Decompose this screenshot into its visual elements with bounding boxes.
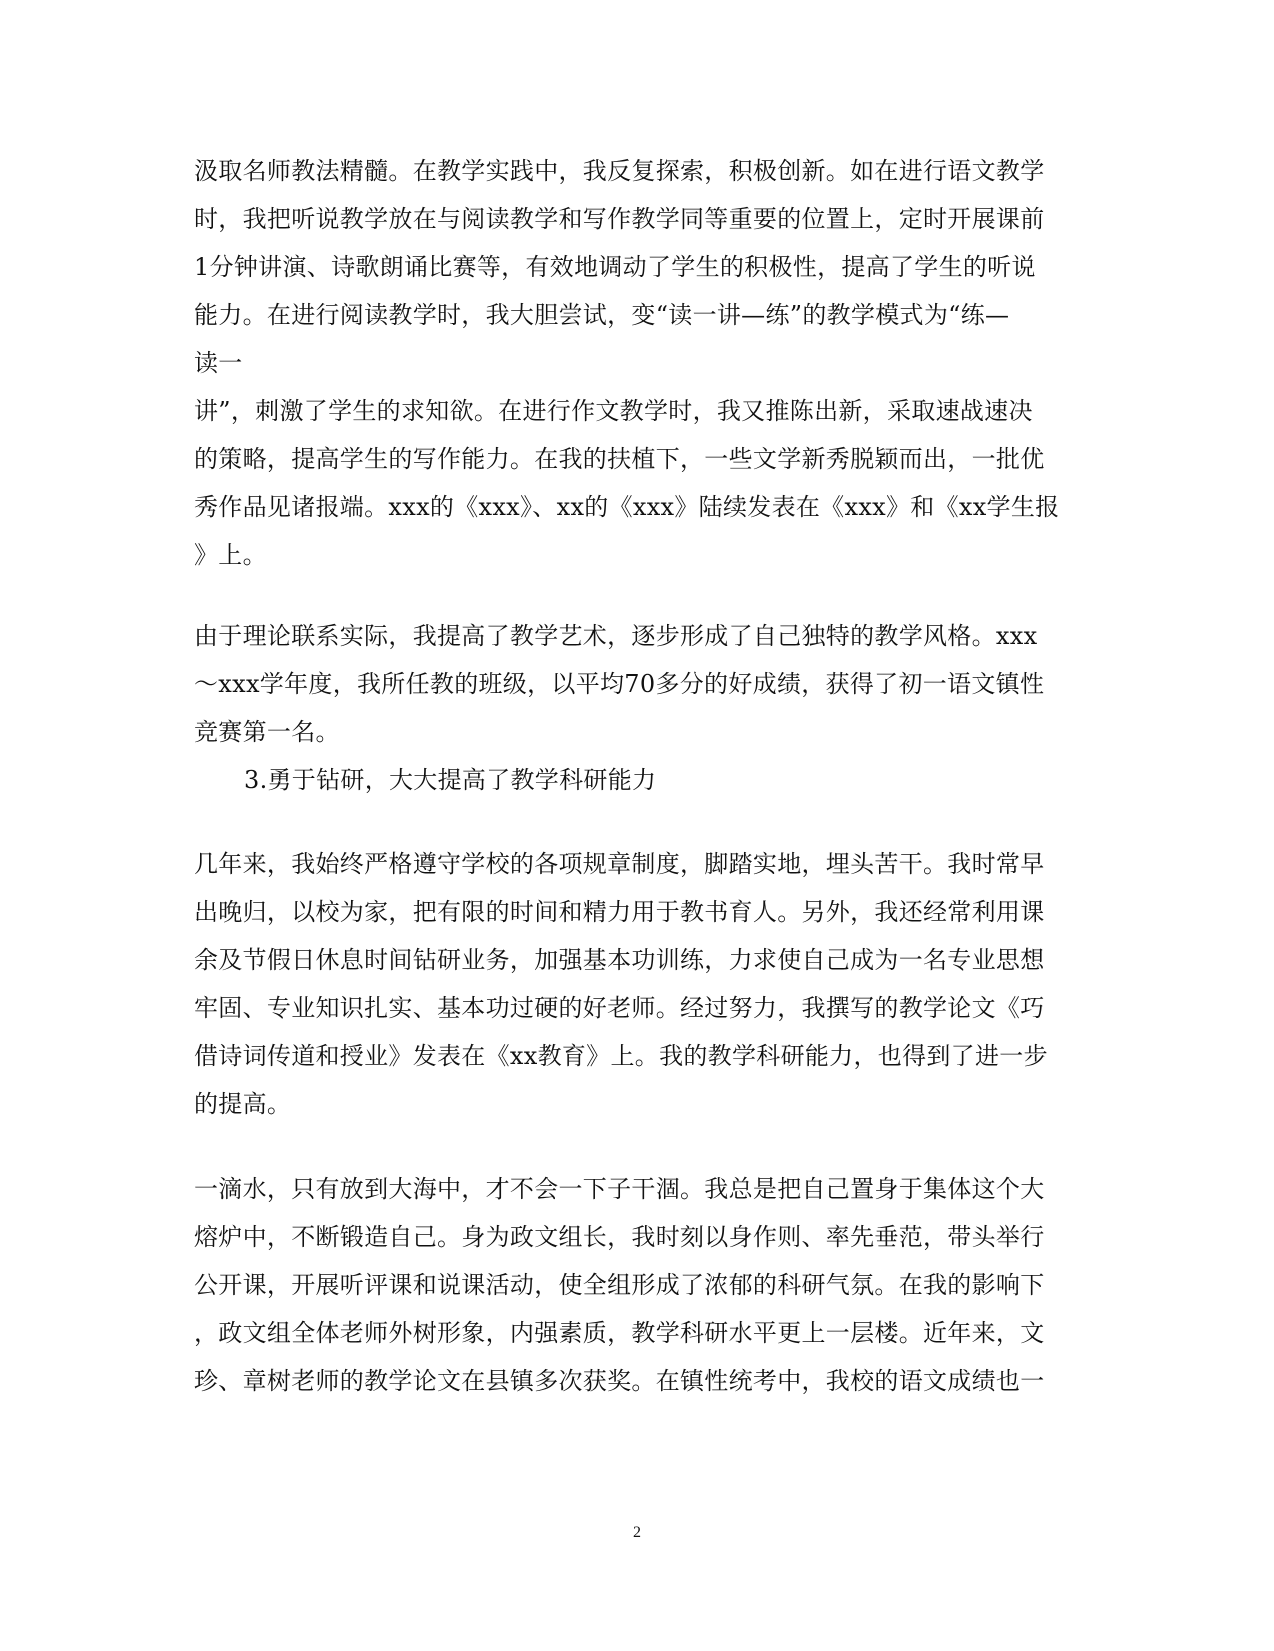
text-line: 由于理论联系实际，我提高了教学艺术，逐步形成了自己独特的教学风格。xxx [194, 622, 1038, 650]
section-heading: 3.勇于钻研，大大提高了教学科研能力 [244, 766, 657, 794]
text-line: 的提高。 [194, 1090, 292, 1118]
text-line: 牢固、专业知识扎实、基本功过硬的好老师。经过努力，我撰写的教学论文《巧 [194, 994, 1045, 1022]
paragraph-3 [194, 840, 1074, 1128]
page-number: 2 [633, 1524, 641, 1541]
text-line: 一滴水，只有放到大海中，才不会一下子干涸。我总是把自己置身于集体这个大 [194, 1175, 1045, 1203]
text-line: 讲”，刺激了学生的求知欲。在进行作文教学时，我又推陈出新，采取速战速决 [194, 397, 1033, 425]
paragraph-1 [194, 147, 1074, 579]
text-line: 能力。在进行阅读教学时，我大胆尝试，变“读一讲—练”的教学模式为“练— [194, 301, 1010, 329]
text-line: 珍、章树老师的教学论文在县镇多次获奖。在镇性统考中，我校的语文成绩也一 [194, 1367, 1045, 1395]
paragraph-2 [194, 612, 1074, 804]
text-line: 熔炉中，不断锻造自己。身为政文组长，我时刻以身作则、率先垂范，带头举行 [194, 1223, 1045, 1251]
text-line: 汲取名师教法精髓。在教学实践中，我反复探索，积极创新。如在进行语文教学 [194, 157, 1045, 185]
text-line: 借诗词传道和授业》发表在《xx教育》上。我的教学科研能力，也得到了进一步 [194, 1042, 1048, 1070]
text-line: 秀作品见诸报端。xxx的《xxx》、xx的《xxx》陆续发表在《xxx》和《xx学生报 [194, 493, 1060, 521]
text-line: 的策略，提高学生的写作能力。在我的扶植下，一些文学新秀脱颖而出，一批优 [194, 445, 1045, 473]
text-line: 》上。 [194, 541, 267, 569]
text-line: 公开课，开展听评课和说课活动，使全组形成了浓郁的科研气氛。在我的影响下 [194, 1271, 1045, 1299]
text-line: ，政文组全体老师外树形象，内强素质，教学科研水平更上一层楼。近年来，文 [194, 1319, 1045, 1347]
text-line: ～xxx学年度，我所任教的班级，以平均70多分的好成绩，获得了初一语文镇性 [194, 670, 1045, 698]
text-line: 读一 [194, 349, 243, 377]
paragraph-4 [194, 1165, 1074, 1405]
text-line: 余及节假日休息时间钻研业务，加强基本功训练，力求使自己成为一名专业思想 [194, 946, 1045, 974]
text-line: 1分钟讲演、诗歌朗诵比赛等，有效地调动了学生的积极性，提高了学生的听说 [194, 253, 1036, 281]
text-line: 出晚归，以校为家，把有限的时间和精力用于教书育人。另外，我还经常利用课 [194, 898, 1045, 926]
text-line: 几年来，我始终严格遵守学校的各项规章制度，脚踏实地，埋头苦干。我时常早 [194, 850, 1045, 878]
text-line: 竞赛第一名。 [194, 718, 340, 746]
text-line: 时，我把听说教学放在与阅读教学和写作教学同等重要的位置上，定时开展课前 [194, 205, 1045, 233]
